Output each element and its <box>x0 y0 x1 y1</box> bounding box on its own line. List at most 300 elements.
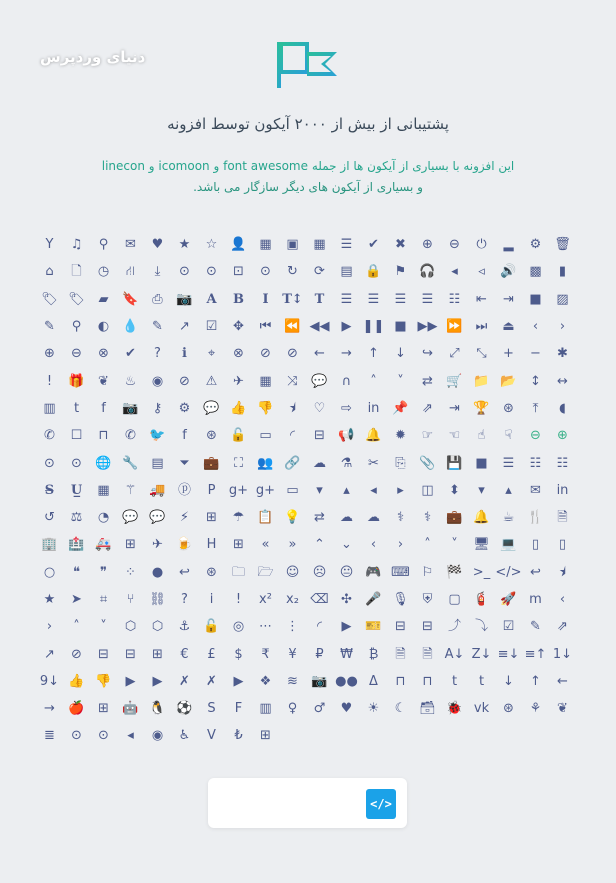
calendar-empty-icon: ▢ <box>448 592 461 607</box>
cut-icon: ✂ <box>368 455 379 471</box>
money-icon: ▭ <box>286 482 299 498</box>
align-right-icon: ☰ <box>394 291 407 307</box>
folder-close-icon: 📁 <box>473 373 490 389</box>
external-link-sign-icon: ⇗ <box>557 619 568 635</box>
sort-by-alphabet-icon: A↓ <box>444 646 465 662</box>
flag-icon: ⚑ <box>394 264 407 280</box>
hand-up-icon: ☝ <box>477 428 486 444</box>
unlink-icon: ⛓ <box>149 592 166 607</box>
terminal-icon: >_ <box>472 564 491 580</box>
sort-by-attributes-icon: ≡↓ <box>497 646 520 662</box>
rocket-icon: 🚀 <box>500 592 517 607</box>
sort-by-alphabet-alt-icon: Z↓ <box>471 646 492 662</box>
zoom-in-icon: ⊕ <box>422 237 433 253</box>
download-icon: ⊙ <box>179 264 190 280</box>
angle-right-icon: › <box>397 537 404 553</box>
facebook-icon: f <box>182 428 187 444</box>
adjust-icon: ◐ <box>97 319 110 335</box>
indent-left-icon: ⇤ <box>476 291 487 307</box>
archive-icon: 🗃 <box>419 701 436 717</box>
facebook-sign-icon: f <box>101 400 106 416</box>
pencil-icon: ✎ <box>44 319 55 335</box>
tags-icon: 🏷 <box>68 291 85 307</box>
chevron-right-icon: › <box>559 319 566 335</box>
male-icon: ♂ <box>313 701 326 717</box>
calendar-icon: ▦ <box>259 373 272 389</box>
youtube-icon: ▶ <box>152 673 163 689</box>
xing-icon: ✗ <box>179 673 190 689</box>
sort-up-icon: ▴ <box>505 482 512 498</box>
caret-down-icon: ▾ <box>316 482 323 498</box>
bitbucket-sign-icon: ⊓ <box>422 673 433 689</box>
windows-icon: ⊞ <box>98 701 109 717</box>
angle-down-icon: ˅ <box>451 537 458 553</box>
align-center-icon: ☰ <box>367 291 380 307</box>
unlock-icon: 🔓 <box>230 428 247 444</box>
list-ol-icon: ☷ <box>556 455 569 471</box>
signout-icon: ⇨ <box>341 400 352 416</box>
volume-up-icon: 🔊 <box>500 264 517 280</box>
folder-close-alt-icon: 🗀 <box>231 564 245 580</box>
xing-sign-icon: ✗ <box>206 673 217 689</box>
angle-up-icon: ˄ <box>424 537 431 553</box>
twitter-sign-icon: t <box>73 400 80 416</box>
magnet-icon: ∩ <box>341 373 352 389</box>
eraser-icon: ⌫ <box>310 592 329 607</box>
stethoscope-icon: ⚕ <box>423 510 432 526</box>
euro-icon: € <box>180 646 189 662</box>
chevron-sign-right-icon: › <box>46 619 53 635</box>
text-width-icon: T <box>314 291 325 307</box>
time-icon: ◷ <box>97 264 110 280</box>
th-large-icon: ▣ <box>286 237 299 253</box>
search-icon: ⚲ <box>98 237 109 253</box>
double-angle-left-icon: « <box>261 537 270 553</box>
chevron-sign-left-icon: ‹ <box>559 592 566 607</box>
meh-icon: 😐 <box>339 564 354 580</box>
compass-icon: ⊘ <box>71 646 82 662</box>
th-icon: ▦ <box>313 237 326 253</box>
twitter-icon: 🐦 <box>149 428 166 444</box>
bug-icon: 🐞 <box>446 701 463 717</box>
circle-blank-icon: ○ <box>43 564 56 580</box>
remove-circle-icon: ⊗ <box>233 346 244 362</box>
hand-left-icon: ☜ <box>448 428 461 444</box>
hdd-icon: ⊟ <box>314 428 325 444</box>
microphone-icon: 🎤 <box>365 592 382 607</box>
download-alt-icon: ⤓ <box>154 264 161 280</box>
list-ul-icon: ☷ <box>529 455 542 471</box>
shopping-cart-icon: 🛒 <box>446 373 463 389</box>
flickr-icon: ●● <box>335 673 358 689</box>
indent-right-icon: ⇥ <box>503 291 514 307</box>
remove-sign-icon: ⊗ <box>98 346 109 362</box>
renminbi-icon: ₽ <box>315 646 324 662</box>
underline-icon: U̲ <box>70 482 83 498</box>
fire-icon: ♨ <box>124 373 137 389</box>
dashboard-icon: ◔ <box>97 510 110 526</box>
cloud-download-icon: ☁ <box>340 510 353 526</box>
dropbox-icon: ❖ <box>259 673 272 689</box>
umbrella-icon: ☂ <box>232 510 245 526</box>
caret-up-icon: ▴ <box>343 482 350 498</box>
google-plus-sign-icon: g+ <box>228 482 249 498</box>
plugin-logo-icon <box>273 40 341 90</box>
circle-arrow-left-icon: ⊖ <box>530 428 541 444</box>
level-up-icon: ⤴ <box>447 619 461 635</box>
list-icon: ☷ <box>448 291 461 307</box>
music-icon: ♫ <box>70 237 83 253</box>
sun-icon: ☀ <box>367 701 380 717</box>
screenshot-icon: ⌖ <box>207 346 216 362</box>
tumblr-sign-icon: t <box>478 673 485 689</box>
camera-icon: 📷 <box>176 291 193 307</box>
phone-sign-icon: ✆ <box>125 428 136 444</box>
turkish-lira-icon: ₺ <box>234 728 243 744</box>
thumbs-up-icon: 👍 <box>230 400 247 416</box>
long-arrow-right-icon: → <box>44 701 55 717</box>
desktop-icon: 🖥 <box>473 537 490 553</box>
instagram-icon: 📷 <box>311 673 328 689</box>
key-icon: ⚷ <box>152 400 163 416</box>
road-icon: ⛙ <box>125 264 136 280</box>
play-icon: ▶ <box>341 319 352 335</box>
fire-extinguisher-icon: 🧯 <box>473 592 490 607</box>
align-left-icon: ☰ <box>340 291 353 307</box>
facetime-video-icon: ■ <box>529 291 542 307</box>
headphones-icon: 🎧 <box>419 264 436 280</box>
pause-icon: ❚❚ <box>362 319 385 335</box>
thumbs-down-alt-icon: 👎 <box>95 673 112 689</box>
exclamation-sign-icon: ! <box>46 373 53 389</box>
bolt-icon: ⚡ <box>179 510 190 526</box>
tasks-icon: ▤ <box>151 455 164 471</box>
stop-icon: ■ <box>394 319 407 335</box>
youtube-sign-icon: ▶ <box>125 673 136 689</box>
maxcdn-icon: m <box>529 592 542 607</box>
barcode-icon: ▮ <box>558 264 567 280</box>
rupee-icon: ₹ <box>261 646 270 662</box>
user-icon: 👤 <box>230 237 247 253</box>
collapse-top-icon: ⊟ <box>125 646 136 662</box>
shortcode-box[interactable] <box>208 778 407 828</box>
th-list-icon: ☰ <box>340 237 353 253</box>
flag-checkered-icon: 🏁 <box>446 564 463 580</box>
dot-circle-icon: ◉ <box>151 728 164 744</box>
signin-icon: ⇥ <box>449 400 460 416</box>
description-line-1: این افزونه با بسیاری از آیکون ها از جمله font awesome و icomoon و linecon <box>101 159 515 173</box>
strikethrough-icon: S̶ <box>44 482 55 498</box>
zoom-out-icon: ⊖ <box>449 237 460 253</box>
collapse-icon: ⊟ <box>98 646 109 662</box>
comment-alt-icon: 💬 <box>122 510 139 526</box>
foursquare-icon: F <box>234 701 243 717</box>
chevron-sign-up-icon: ˄ <box>73 619 80 635</box>
inbox-icon: ⊡ <box>233 264 244 280</box>
shield-icon: ⛨ <box>422 592 433 607</box>
file-alt-icon: 🗎 <box>557 510 568 526</box>
apple-icon: 🍎 <box>68 701 85 717</box>
print-icon: ⎙ <box>152 291 163 307</box>
building-icon: 🏢 <box>41 537 58 553</box>
lightbulb-icon: 💡 <box>284 510 301 526</box>
comments-alt-icon: 💬 <box>149 510 166 526</box>
table-icon: ▦ <box>97 482 110 498</box>
reply-all-icon: ↩ <box>530 564 541 580</box>
expand-icon: ⊞ <box>152 646 163 662</box>
info-icon: i <box>209 592 214 607</box>
minus-sign-icon: ⊖ <box>71 346 82 362</box>
heart-empty-icon: ♡ <box>313 400 326 416</box>
share-icon: ↗ <box>179 319 190 335</box>
rss-sign-icon: ◜ <box>316 619 323 635</box>
sort-by-attributes-alt-icon: ≡↑ <box>524 646 547 662</box>
file-icon: 🗋 <box>71 264 82 280</box>
gbp-icon: £ <box>207 646 216 662</box>
pinterest-icon: ⓟ <box>177 482 191 498</box>
star-half-full-icon: ★ <box>43 592 56 607</box>
moon-icon: ☾ <box>394 701 407 717</box>
dribbble-icon: ⚽ <box>176 701 193 717</box>
picture-icon: ▨ <box>556 291 569 307</box>
trophy-icon: 🏆 <box>473 400 490 416</box>
share-sign-icon: ↗ <box>44 646 55 662</box>
caret-square-left-icon: ◂ <box>127 728 134 744</box>
arrow-left-icon: ← <box>314 346 325 362</box>
bold-icon: B <box>233 291 244 307</box>
double-angle-up-icon: ⌃ <box>314 537 325 553</box>
ellipsis-horizontal-icon: ⋯ <box>259 619 272 635</box>
linkedin-sign-icon: in <box>367 400 380 416</box>
wheelchair-icon: ♿ <box>178 728 191 744</box>
exchange-icon: ⇄ <box>314 510 325 526</box>
external-link-icon: ⇗ <box>422 400 433 416</box>
comments-icon: 💬 <box>203 400 220 416</box>
volume-down-icon: ◃ <box>478 264 485 280</box>
chevron-up-icon: ˄ <box>370 373 377 389</box>
sign-blank-icon: ■ <box>475 455 488 471</box>
coffee-icon: ☕ <box>502 510 515 526</box>
italic-icon: I <box>262 291 269 307</box>
caret-left-icon: ◂ <box>370 482 377 498</box>
ticket-icon: 🎫 <box>365 619 382 635</box>
chevron-left-icon: ‹ <box>532 319 539 335</box>
plus-square-icon: ⊞ <box>260 728 271 744</box>
chevron-down-icon: ˅ <box>397 373 404 389</box>
leaf-icon: ❦ <box>98 373 109 389</box>
bar-chart-icon: ▥ <box>43 400 56 416</box>
anchor-icon: ⚓ <box>178 619 191 635</box>
page-title: پشتیبانی از بیش از ۲۰۰۰ آیکون توسط افزونه <box>167 115 449 133</box>
arrow-circle-right-icon: ⊙ <box>71 728 82 744</box>
level-down-icon: ⤵ <box>474 619 488 635</box>
certificate-icon: ✹ <box>395 428 406 444</box>
wrench-icon: 🔧 <box>122 455 139 471</box>
food-icon: 🍴 <box>527 510 544 526</box>
forward-icon: ▶▶ <box>417 319 438 335</box>
stack-exchange-icon: ≣ <box>44 728 55 744</box>
play-sign-icon: ▶ <box>341 619 352 635</box>
film-icon: ▦ <box>259 237 272 253</box>
cog-icon: ⚙ <box>529 237 542 253</box>
tint-icon: 💧 <box>122 319 139 335</box>
icon-grid <box>36 231 576 750</box>
beer-icon: 🍺 <box>176 537 193 553</box>
trash-icon: 🗑 <box>554 237 571 253</box>
font-icon: A <box>206 291 217 307</box>
envelope-alt-icon: ✉ <box>530 482 541 498</box>
female-icon: ♀ <box>287 701 298 717</box>
save-icon: 💾 <box>446 455 463 471</box>
code-button[interactable]: </> <box>366 789 396 819</box>
repeat-icon: ↻ <box>287 264 298 280</box>
description <box>20 156 596 198</box>
envelope-icon: ✉ <box>125 237 136 253</box>
camera-retro-icon: 📷 <box>122 400 139 416</box>
tag-icon: 🏷 <box>41 291 58 307</box>
circle-arrow-down-icon: ⊙ <box>71 455 82 471</box>
move-icon: ✥ <box>233 319 244 335</box>
filter-icon: ⏷ <box>179 455 190 471</box>
code-icon: </> <box>495 564 522 580</box>
superscript-icon: x² <box>259 592 272 607</box>
cloud-icon: ☁ <box>313 455 326 471</box>
truck-icon: 🚚 <box>149 482 166 498</box>
step-forward-icon: ⏭ <box>475 319 488 335</box>
plane-icon: ✈ <box>233 373 244 389</box>
long-arrow-up-icon: ↑ <box>530 673 541 689</box>
css3-icon: ⬡ <box>151 619 164 635</box>
bitbucket-icon: ⊓ <box>395 673 406 689</box>
android-icon: 🤖 <box>122 701 139 717</box>
eject-icon: ⏏ <box>502 319 515 335</box>
reply-icon: ↩ <box>179 564 190 580</box>
sort-by-order-icon: 1↓ <box>552 646 573 662</box>
bookmark-empty-icon: ⊓ <box>98 428 109 444</box>
plus-sign-icon: ⊕ <box>44 346 55 362</box>
pinterest-sign-icon: P <box>207 482 216 498</box>
minus-icon: − <box>530 346 541 362</box>
vimeo-square-icon: V <box>207 728 216 744</box>
paste-icon: 📋 <box>257 510 274 526</box>
lemon-icon: ◖ <box>559 400 566 416</box>
copy-icon: ⎘ <box>395 455 406 471</box>
adn-icon: Δ <box>369 673 378 689</box>
magic-icon: ⚚ <box>124 482 137 498</box>
paper-clip-icon: 📎 <box>419 455 436 471</box>
star-empty-icon: ☆ <box>205 237 218 253</box>
off-icon: ⏻ <box>476 237 487 253</box>
fast-forward-icon: ⏩ <box>446 319 463 335</box>
lock-icon: 🔒 <box>365 264 382 280</box>
backward-icon: ◀◀ <box>309 319 330 335</box>
reorder-icon: ☰ <box>502 455 515 471</box>
group-icon: 👥 <box>257 455 274 471</box>
description-line-2: و بسیاری از آیکون های دیگر سازگار می باشد. <box>193 180 423 194</box>
edit-icon: ✎ <box>152 319 163 335</box>
ok-sign-icon: ✔ <box>125 346 136 362</box>
minus-sign-alt-icon: ⊟ <box>395 619 406 635</box>
circle-arrow-up-icon: ⊙ <box>44 455 55 471</box>
quote-right-icon: ❞ <box>100 564 107 580</box>
plus-sign-alt-icon: ⊞ <box>233 537 244 553</box>
arrow-up-icon: ↑ <box>368 346 379 362</box>
fullscreen-icon: ⛶ <box>233 455 244 471</box>
resize-vertical-icon: ↕ <box>530 373 541 389</box>
circle-icon: ● <box>151 564 164 580</box>
globe-icon: 🌐 <box>95 455 112 471</box>
glass-icon: Y <box>45 237 54 253</box>
linux-icon: 🐧 <box>149 701 166 717</box>
map-marker-icon: ⚲ <box>71 319 82 335</box>
gittip-icon: ♥ <box>340 701 353 717</box>
bell-icon: 🔔 <box>365 428 382 444</box>
question-sign-icon: ? <box>154 346 161 362</box>
smile-icon: ☺ <box>285 564 300 580</box>
folder-open-icon: 📂 <box>500 373 517 389</box>
subscript-icon: x₂ <box>286 592 299 607</box>
long-arrow-left-icon: ← <box>557 673 568 689</box>
upload-alt-icon: ⤒ <box>532 400 539 416</box>
bullseye-icon: ◎ <box>232 619 245 635</box>
edit-sign-icon: ✎ <box>530 619 541 635</box>
ok-circle-icon: ⊘ <box>260 346 271 362</box>
resize-full-icon: ⤢ <box>449 346 460 362</box>
legal-icon: ⚖ <box>70 510 83 526</box>
dollar-icon: $ <box>234 646 243 662</box>
skype-icon: S <box>207 701 216 717</box>
angle-left-icon: ‹ <box>370 537 377 553</box>
stackexchange-icon: ≋ <box>287 673 298 689</box>
chevron-sign-down-icon: ˅ <box>100 619 107 635</box>
step-backward-icon: ⏮ <box>259 319 272 335</box>
volume-off-icon: ◂ <box>451 264 458 280</box>
suitcase-icon: 💼 <box>446 510 463 526</box>
medkit-icon: ⊞ <box>125 537 136 553</box>
exclamation-icon: ! <box>235 592 242 607</box>
random-icon: ⤨ <box>287 373 298 389</box>
bookmark-icon: 🔖 <box>122 291 139 307</box>
check-sign-icon: ☑ <box>502 619 515 635</box>
won-icon: ₩ <box>340 646 353 662</box>
sort-icon: ⬍ <box>449 482 460 498</box>
cloud-upload-icon: ☁ <box>367 510 380 526</box>
undo-icon: ↺ <box>44 510 55 526</box>
gamepad-icon: 🎮 <box>365 564 382 580</box>
beaker-icon: ⚗ <box>340 455 353 471</box>
tablet-icon: ▯ <box>531 537 540 553</box>
pagelines-icon: ❦ <box>557 701 568 717</box>
h-sign-icon: H <box>206 537 217 553</box>
hand-down-icon: ☟ <box>504 428 513 444</box>
sort-by-order-alt-icon: 9↓ <box>39 673 60 689</box>
google-plus-icon: g+ <box>255 482 276 498</box>
hand-right-icon: ☞ <box>421 428 434 444</box>
resize-horizontal-icon: ↔ <box>557 373 568 389</box>
star-half-empty-icon: ⯨ <box>559 564 566 580</box>
hospital-icon: 🏥 <box>68 537 85 553</box>
phone-icon: ✆ <box>44 428 55 444</box>
html5-icon: ⬡ <box>124 619 137 635</box>
remove-icon: ✖ <box>395 237 406 253</box>
linkedin-icon: in <box>556 482 569 498</box>
location-arrow-icon: ➤ <box>71 592 82 607</box>
user-md-icon: ⚕ <box>396 510 405 526</box>
fast-backward-icon: ⏪ <box>284 319 301 335</box>
spinner-icon: ⁘ <box>125 564 136 580</box>
youtube-play-icon: ▶ <box>233 673 244 689</box>
bitcoin-icon: ₿ <box>368 646 379 662</box>
